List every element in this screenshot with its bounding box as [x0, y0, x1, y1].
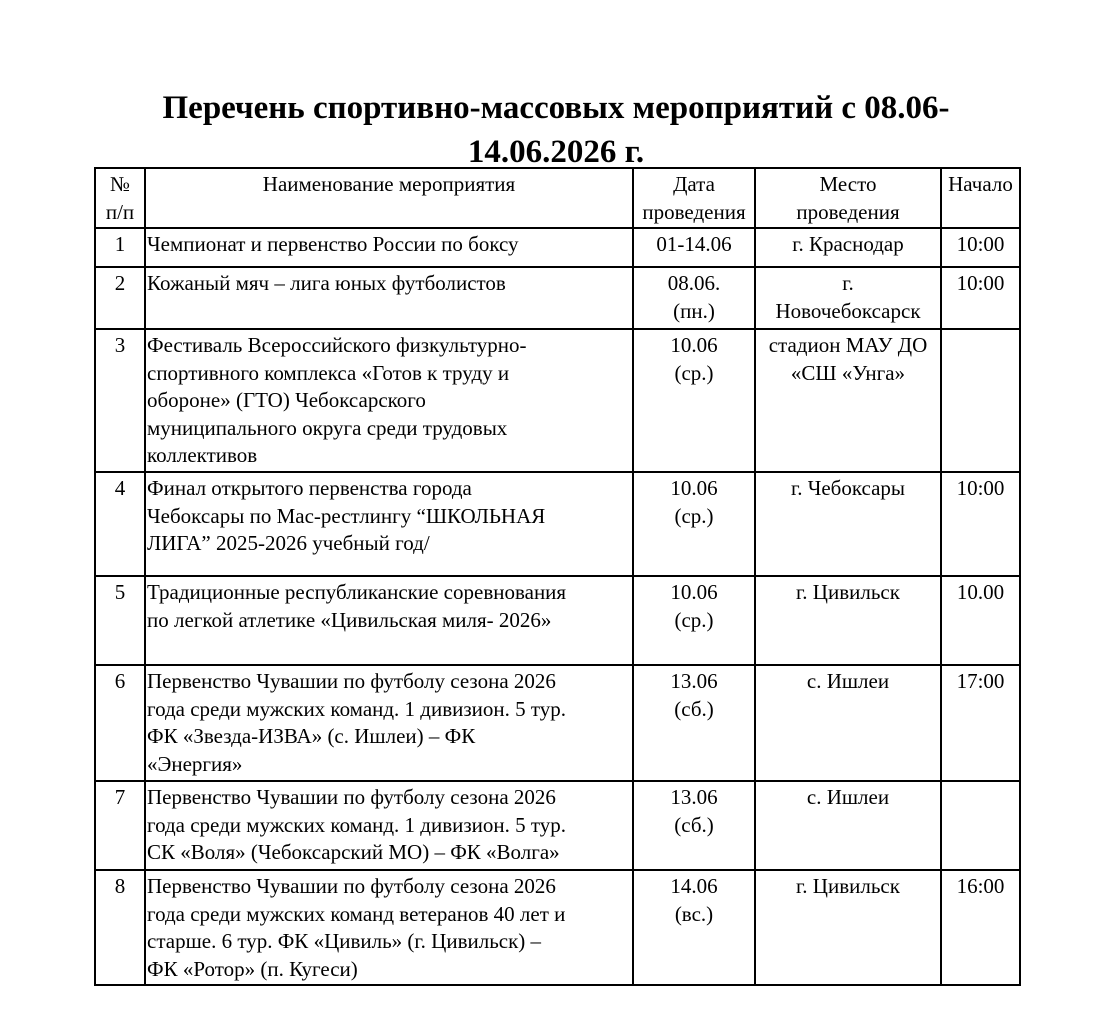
event-place-line: г. Чебоксары: [790, 476, 906, 500]
event-date-line: (ср.): [674, 607, 714, 632]
event-place-line: г. Краснодар: [792, 232, 904, 256]
row-number: 4: [95, 472, 145, 576]
header-start-time: Начало: [941, 168, 1020, 228]
header-number-line-2: п/п: [105, 199, 135, 224]
event-date-line: 10.06: [670, 580, 718, 604]
event-name: [145, 870, 633, 985]
header-date-line-2: проведения: [642, 199, 746, 224]
table-row: [95, 781, 1020, 870]
event-place-line: г. Цивильск: [796, 580, 900, 604]
event-place-line: с. Ишлеи: [806, 669, 890, 693]
events-table: [94, 167, 1021, 986]
event-date-line: (вс.): [674, 901, 714, 926]
event-name-line: года среди мужских команд. 1 дивизион. 5 тур.: [147, 812, 567, 837]
event-date: [633, 472, 755, 576]
event-start-time: 10.00: [941, 576, 1020, 665]
row-number: 6: [95, 665, 145, 781]
event-place: [755, 665, 941, 781]
table-header-row: [95, 168, 1020, 228]
event-date-line: (сб.): [674, 696, 714, 721]
document-title-line-1: Перечень спортивно-массовых мероприятий с 08.06-: [162, 90, 950, 126]
event-date: [633, 665, 755, 781]
document-title: [94, 86, 1018, 174]
header-number: [95, 168, 145, 228]
header-date-line-1: Дата: [673, 172, 715, 196]
event-date-line: 10.06: [670, 476, 718, 500]
event-name-line: Первенство Чувашии по футболу сезона 2026: [147, 874, 556, 898]
event-start-time: 16:00: [941, 870, 1020, 985]
event-date-line: (ср.): [674, 360, 714, 385]
event-place-line: Новочебоксарск: [775, 298, 921, 323]
event-date-line: 13.06: [670, 785, 718, 809]
event-place-line: г.: [842, 271, 854, 295]
event-name-line: Фестиваль Всероссийского физкультурно-: [147, 333, 527, 357]
header-date: [633, 168, 755, 228]
event-name-line: СК «Воля» (Чебоксарский МО) – ФК «Волга»: [147, 840, 560, 864]
event-place-line: «СШ «Унга»: [790, 360, 906, 385]
event-name-line: старше. 6 тур. ФК «Цивиль» (г. Цивильск) –: [147, 929, 542, 953]
table-row: [95, 228, 1020, 267]
event-name: [145, 329, 633, 472]
event-name-line: Кожаный мяч – лига юных футболистов: [147, 271, 506, 295]
table-row: [95, 665, 1020, 781]
event-name-line: коллективов: [147, 443, 258, 467]
event-name: [145, 576, 633, 665]
event-name-line: Первенство Чувашии по футболу сезона 2026: [147, 669, 556, 693]
event-date-line: 14.06: [670, 874, 718, 898]
row-number: 7: [95, 781, 145, 870]
event-name-line: муниципального округа среди трудовых: [147, 415, 508, 440]
header-place-line-2: проведения: [796, 199, 900, 224]
event-date-line: 01-14.06: [656, 232, 732, 256]
event-name-line: Чемпионат и первенство России по боксу: [147, 232, 519, 256]
event-place: [755, 228, 941, 267]
event-place: [755, 472, 941, 576]
event-name-line: «Энергия»: [147, 751, 243, 776]
event-start-time: 10:00: [941, 267, 1020, 329]
event-date: [633, 870, 755, 985]
header-place: [755, 168, 941, 228]
event-place: [755, 267, 941, 329]
event-name: [145, 781, 633, 870]
table-row: [95, 576, 1020, 665]
event-name-line: Финал открытого первенства города: [147, 476, 472, 500]
event-name-line: года среди мужских команд ветеранов 40 лет и: [147, 901, 566, 926]
event-name-line: ФК «Ротор» (п. Кугеси): [147, 956, 358, 981]
event-start-time: [941, 781, 1020, 870]
event-place-line: стадион МАУ ДО: [768, 333, 928, 357]
event-place: [755, 781, 941, 870]
event-name-line: по легкой атлетике «Цивильская миля- 2026»: [147, 607, 552, 632]
event-place: [755, 576, 941, 665]
event-name: [145, 472, 633, 576]
row-number: 8: [95, 870, 145, 985]
header-event-name: Наименование мероприятия: [145, 168, 633, 228]
event-start-time: 17:00: [941, 665, 1020, 781]
event-name: [145, 665, 633, 781]
event-date-line: (пн.): [673, 298, 715, 323]
row-number: 2: [95, 267, 145, 329]
header-place-line-1: Место: [819, 172, 877, 196]
event-name-line: Традиционные республиканские соревнования: [147, 580, 567, 604]
document-title-line-2: 14.06.2026 г.: [467, 134, 645, 170]
event-name-line: обороне» (ГТО) Чебоксарского: [147, 388, 426, 412]
event-name-line: года среди мужских команд. 1 дивизион. 5 тур.: [147, 696, 567, 721]
row-number: 3: [95, 329, 145, 472]
row-number: 1: [95, 228, 145, 267]
event-name-line: Первенство Чувашии по футболу сезона 2026: [147, 785, 556, 809]
header-number-line-1: №: [109, 172, 131, 196]
event-name: [145, 228, 633, 267]
event-place: [755, 329, 941, 472]
event-start-time: [941, 329, 1020, 472]
event-date-line: (ср.): [674, 503, 714, 528]
table-body: [95, 228, 1020, 985]
table-row: [95, 472, 1020, 576]
event-name-line: ЛИГА” 2025-2026 учебный год/: [147, 531, 430, 555]
event-name-line: ФК «Звезда-ИЗВА» (с. Ишлеи) – ФК: [147, 724, 476, 748]
event-date: [633, 781, 755, 870]
row-number: 5: [95, 576, 145, 665]
event-date: [633, 576, 755, 665]
event-place: [755, 870, 941, 985]
event-date: [633, 228, 755, 267]
event-start-time: 10:00: [941, 472, 1020, 576]
table-row: [95, 267, 1020, 329]
event-place-line: с. Ишлеи: [806, 785, 890, 809]
event-date-line: 10.06: [670, 333, 718, 357]
event-date-line: (сб.): [674, 812, 714, 837]
event-place-line: г. Цивильск: [796, 874, 900, 898]
event-date-line: 13.06: [670, 669, 718, 693]
event-date-line: 08.06.: [667, 271, 721, 295]
event-start-time: 10:00: [941, 228, 1020, 267]
table-row: [95, 329, 1020, 472]
event-name: [145, 267, 633, 329]
event-name-line: Чебоксары по Мас-рестлингу “ШКОЛЬНАЯ: [147, 503, 546, 528]
event-name-line: спортивного комплекса «Готов к труду и: [147, 360, 510, 385]
event-date: [633, 329, 755, 472]
table-row: [95, 870, 1020, 985]
event-date: [633, 267, 755, 329]
